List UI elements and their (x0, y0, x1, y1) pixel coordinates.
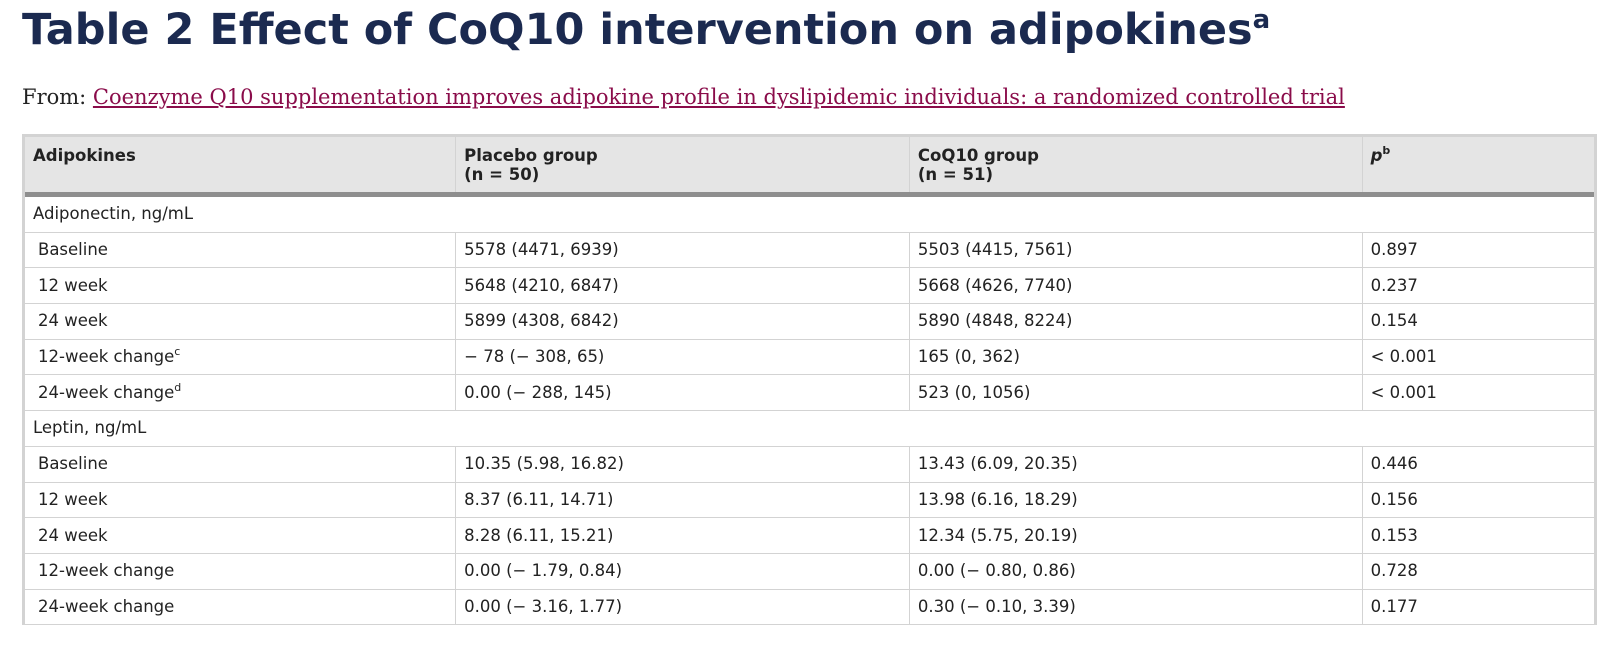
header-placebo-label: Placebo group (464, 146, 598, 165)
header-adipokines (25, 137, 456, 195)
table-row (25, 268, 1594, 304)
table-row (25, 446, 1594, 482)
row-label-cell (25, 339, 456, 375)
adipokines-table (25, 137, 1594, 625)
header-coq10-n: (n = 51) (917, 165, 993, 184)
section-label: Adiponectin, ng/mL (25, 195, 1594, 233)
row-label-cell (25, 232, 456, 268)
placebo-value-cell: 5648 (4210, 6847) (456, 268, 910, 304)
table-row (25, 518, 1594, 554)
placebo-value-cell: 0.00 (− 288, 145) (456, 375, 910, 411)
source-prefix: From: (22, 85, 93, 109)
row-label-cell (25, 589, 456, 625)
row-label: Baseline (38, 454, 108, 474)
header-coq10 (909, 137, 1362, 195)
coq10-value-cell: 5503 (4415, 7561) (909, 232, 1362, 268)
row-label-cell (25, 518, 456, 554)
p-value-cell: 0.728 (1362, 553, 1594, 589)
header-p-label: p (1370, 146, 1383, 165)
p-value-cell: 0.156 (1362, 482, 1594, 518)
table-row (25, 375, 1594, 411)
coq10-value-cell: 0.00 (− 0.80, 0.86) (909, 553, 1362, 589)
coq10-value-cell: 523 (0, 1056) (909, 375, 1362, 411)
placebo-value-cell: 5578 (4471, 6939) (456, 232, 910, 268)
p-value-cell: 0.154 (1362, 304, 1594, 340)
table-row (25, 589, 1594, 625)
p-value-cell: 0.177 (1362, 589, 1594, 625)
placebo-value-cell: 5899 (4308, 6842) (456, 304, 910, 340)
row-label: 24 week (38, 311, 108, 331)
row-label: 12-week change (38, 561, 175, 581)
section-label: Leptin, ng/mL (25, 411, 1594, 447)
placebo-value-cell: − 78 (− 308, 65) (456, 339, 910, 375)
header-p-footnote-marker: b (1382, 144, 1391, 157)
table-header (25, 137, 1594, 195)
coq10-value-cell: 165 (0, 362) (909, 339, 1362, 375)
header-coq10-label: CoQ10 group (917, 146, 1039, 165)
source-line (22, 83, 1345, 111)
p-value-cell: < 0.001 (1362, 339, 1594, 375)
p-value-cell: 0.446 (1362, 446, 1594, 482)
placebo-value-cell: 10.35 (5.98, 16.82) (456, 446, 910, 482)
table-body (25, 195, 1594, 625)
table-row (25, 339, 1594, 375)
placebo-value-cell: 0.00 (− 3.16, 1.77) (456, 589, 910, 625)
row-footnote-marker: d (174, 380, 182, 394)
table-row (25, 553, 1594, 589)
placebo-value-cell: 0.00 (− 1.79, 0.84) (456, 553, 910, 589)
header-row (25, 137, 1594, 195)
p-value-cell: 0.153 (1362, 518, 1594, 554)
row-label-cell (25, 375, 456, 411)
p-value-cell: 0.237 (1362, 268, 1594, 304)
row-label-cell (25, 446, 456, 482)
header-p-value (1362, 137, 1594, 195)
section-row (25, 411, 1594, 447)
title-text: Table 2 Effect of CoQ10 intervention on adipokines (22, 5, 1253, 55)
row-footnote-marker: c (174, 345, 181, 359)
row-label-cell (25, 482, 456, 518)
table-row (25, 304, 1594, 340)
table-row (25, 232, 1594, 268)
row-label: Baseline (38, 240, 108, 260)
coq10-value-cell: 5668 (4626, 7740) (909, 268, 1362, 304)
row-label: 24 week (38, 525, 108, 545)
placebo-value-cell: 8.37 (6.11, 14.71) (456, 482, 910, 518)
coq10-value-cell: 0.30 (− 0.10, 3.39) (909, 589, 1362, 625)
row-label: 24-week change (38, 596, 175, 616)
header-placebo-n: (n = 50) (464, 165, 540, 184)
header-adipokines-label: Adipokines (33, 146, 136, 165)
coq10-value-cell: 13.98 (6.16, 18.29) (909, 482, 1362, 518)
coq10-value-cell: 5890 (4848, 8224) (909, 304, 1362, 340)
results-table-container (22, 134, 1597, 625)
row-label: 12 week (38, 489, 108, 509)
coq10-value-cell: 13.43 (6.09, 20.35) (909, 446, 1362, 482)
row-label: 12 week (38, 275, 108, 295)
page-title (22, 2, 1270, 58)
placebo-value-cell: 8.28 (6.11, 15.21) (456, 518, 910, 554)
row-label-cell (25, 268, 456, 304)
row-label: 12-week change (38, 347, 175, 367)
p-value-cell: < 0.001 (1362, 375, 1594, 411)
row-label-cell (25, 553, 456, 589)
row-label: 24-week change (38, 382, 175, 402)
coq10-value-cell: 12.34 (5.75, 20.19) (909, 518, 1362, 554)
source-article-link[interactable]: Coenzyme Q10 supplementation improves adipokine profile in dyslipidemic individuals: a randomized controlled trial (92, 85, 1345, 109)
table-row (25, 482, 1594, 518)
row-label-cell (25, 304, 456, 340)
p-value-cell: 0.897 (1362, 232, 1594, 268)
section-row (25, 195, 1594, 233)
title-footnote-marker: a (1252, 5, 1271, 35)
header-placebo (456, 137, 910, 195)
